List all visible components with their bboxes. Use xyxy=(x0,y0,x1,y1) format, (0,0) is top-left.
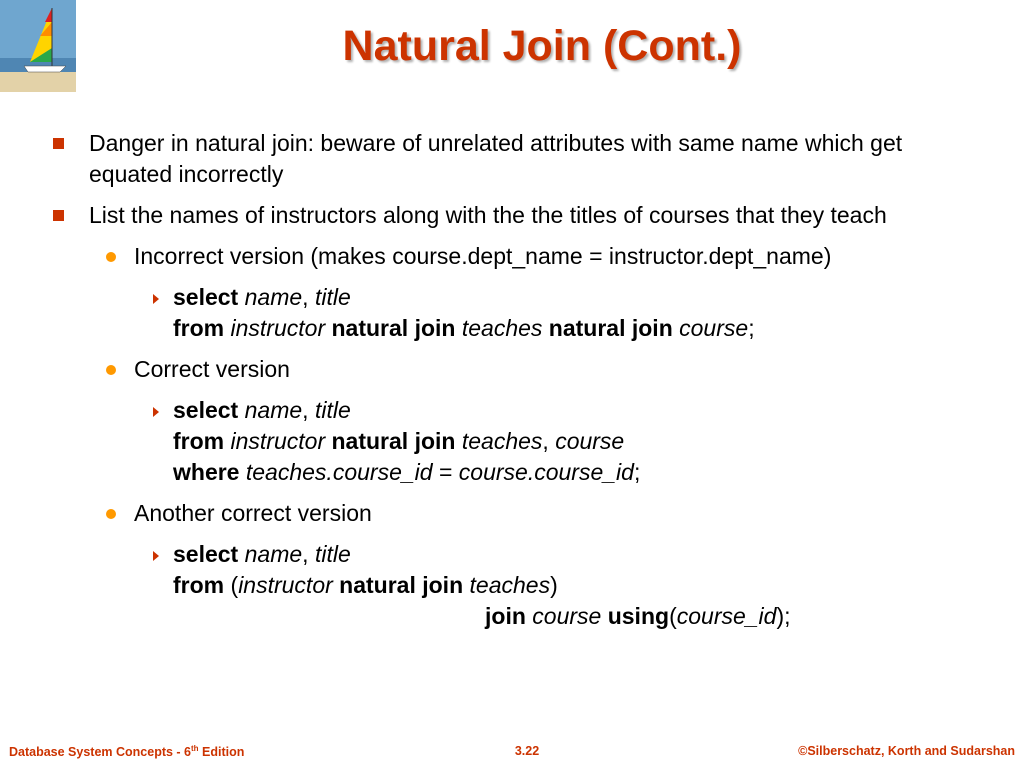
sql-identifier: course_id xyxy=(676,603,777,629)
sql-keyword: where xyxy=(173,459,240,485)
bullet-text: List the names of instructors along with the the titles of courses that they teach xyxy=(89,202,887,228)
sub-bullet-item xyxy=(0,354,1024,385)
sql-line xyxy=(173,457,1024,488)
sql-text: = xyxy=(432,459,459,485)
code-block xyxy=(0,395,1024,488)
sql-query xyxy=(173,282,1024,344)
sql-line xyxy=(173,426,1024,457)
sql-query xyxy=(173,395,1024,488)
sql-text: ; xyxy=(748,315,755,341)
sql-identifier: name xyxy=(244,397,303,423)
sql-identifier: course xyxy=(555,428,625,454)
slide-title: Natural Join (Cont.) xyxy=(342,22,742,70)
sql-text: , xyxy=(542,428,556,454)
sql-keyword: using xyxy=(607,603,670,629)
sql-identifier: teaches xyxy=(469,572,551,598)
sql-line xyxy=(173,395,1024,426)
version-heading: Another correct version xyxy=(134,500,372,526)
square-bullet-icon xyxy=(53,210,64,221)
sql-text: ( xyxy=(224,572,239,598)
square-bullet-icon xyxy=(53,138,64,149)
bullet-text: Danger in natural join: beware of unrelated attributes with same name which get equated incorrectly xyxy=(89,130,903,187)
triangle-bullet-icon xyxy=(153,407,159,417)
bullet-item xyxy=(0,128,1024,190)
sql-keyword: from xyxy=(173,315,225,341)
sql-line xyxy=(173,570,1024,601)
sql-keyword: select xyxy=(173,397,239,423)
code-block xyxy=(0,282,1024,344)
sql-query xyxy=(173,539,1024,632)
triangle-bullet-icon xyxy=(153,551,159,561)
sub-bullet-item xyxy=(0,498,1024,529)
dot-bullet-icon xyxy=(106,365,116,375)
bullet-item xyxy=(0,200,1024,231)
sql-keyword: natural join xyxy=(331,315,456,341)
sql-keyword: natural join xyxy=(331,428,456,454)
footer-copyright: ©Silberschatz, Korth and Sudarshan xyxy=(798,744,1015,758)
sql-identifier: course.course_id xyxy=(458,459,634,485)
sql-text: ) xyxy=(550,572,558,598)
sql-identifier: teaches xyxy=(461,428,543,454)
slide-content xyxy=(0,128,1024,642)
sql-line xyxy=(173,313,1024,344)
version-heading: Correct version xyxy=(134,356,290,382)
sql-text: ; xyxy=(633,459,641,485)
version-heading: Incorrect version (makes course.dept_name = instructor.dept_name) xyxy=(134,243,832,269)
sql-identifier: teaches.course_id xyxy=(245,459,433,485)
sql-identifier: instructor xyxy=(238,572,333,598)
sql-identifier: name xyxy=(244,541,303,567)
sql-identifier: teaches xyxy=(461,315,543,341)
footer-book-title: Database System Concepts - 6th Edition xyxy=(9,744,245,760)
sql-keyword: natural join xyxy=(548,315,673,341)
sql-keyword: from xyxy=(173,572,225,598)
sql-text: , xyxy=(302,284,315,310)
sql-keyword: select xyxy=(173,541,239,567)
sql-text: , xyxy=(302,541,315,567)
sql-identifier: course xyxy=(679,315,749,341)
sql-line xyxy=(173,601,1024,632)
triangle-bullet-icon xyxy=(153,294,159,304)
sql-text: ( xyxy=(669,603,677,629)
sql-identifier: name xyxy=(244,284,303,310)
sql-identifier: title xyxy=(314,284,351,310)
sql-text: , xyxy=(302,397,315,423)
sql-text: ); xyxy=(776,603,791,629)
sub-bullet-item xyxy=(0,241,1024,272)
sql-identifier: instructor xyxy=(230,428,326,454)
sql-identifier: course xyxy=(532,603,602,629)
sql-line xyxy=(173,282,1024,313)
sql-identifier: title xyxy=(314,541,351,567)
sql-keyword: natural join xyxy=(339,572,464,598)
sql-keyword: from xyxy=(173,428,225,454)
sql-keyword: join xyxy=(485,603,526,629)
footer-slide-number: 3.22 xyxy=(514,744,540,758)
sql-identifier: instructor xyxy=(230,315,326,341)
sql-identifier: title xyxy=(314,397,351,423)
dot-bullet-icon xyxy=(106,252,116,262)
sql-keyword: select xyxy=(173,284,239,310)
code-block xyxy=(0,539,1024,632)
sql-line xyxy=(173,539,1024,570)
dot-bullet-icon xyxy=(106,509,116,519)
